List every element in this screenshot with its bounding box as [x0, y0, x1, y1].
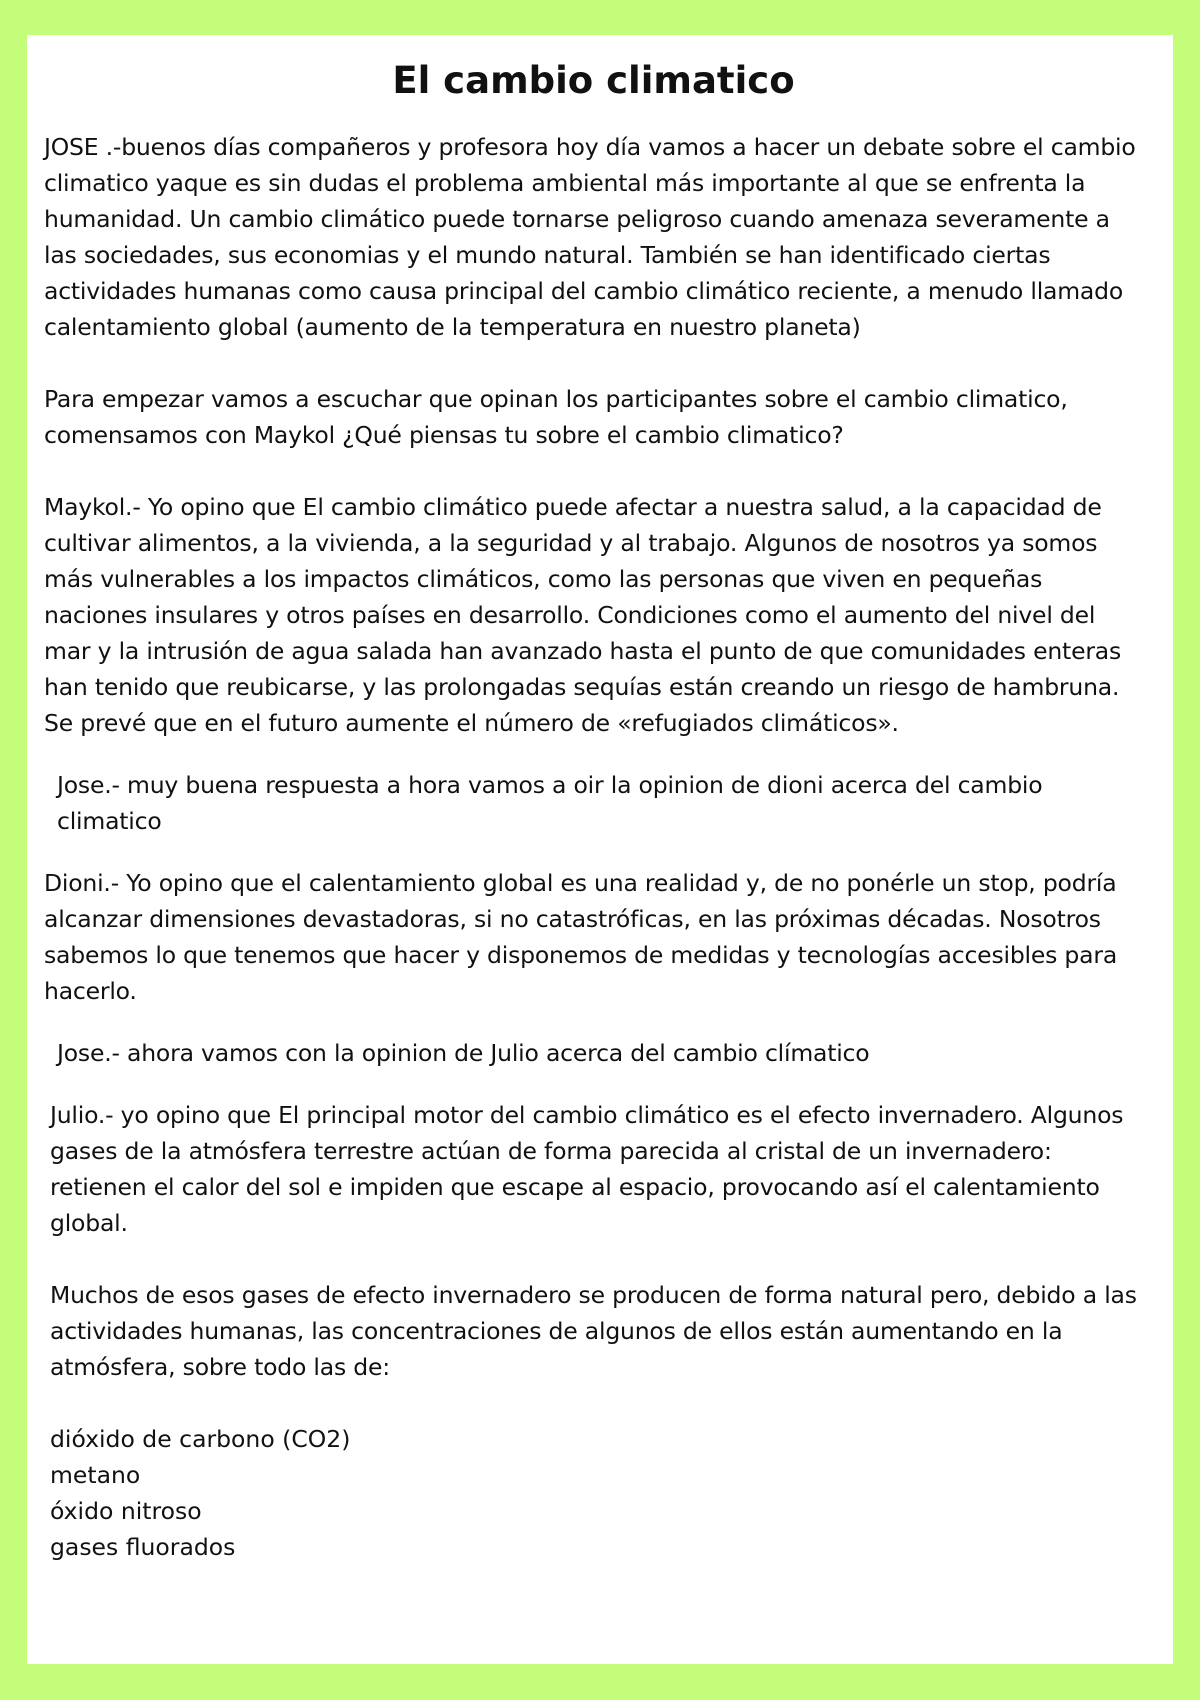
paragraph-jose-start: Para empezar vamos a escuchar que opinan los participantes sobre el cambio climatico, comensamos con Maykol ¿Qué piensas tu sobre el cambio climatico? [44, 385, 1068, 450]
paragraph-julio-gases: Muchos de esos gases de efecto invernadero se producen de forma natural pero, debido a las actividades humanas, las concentraciones de algunos de ellos están aumentando en la atmósfera, sobre todo las de: [50, 1281, 1137, 1382]
paragraph-jose-dioni: Jose.- muy buena respuesta a hora vamos a oir la opinion de dioni acerca del cambio climatico [57, 771, 1043, 836]
list-item: gases fluorados [50, 1533, 236, 1562]
document-title: El cambio climatico [392, 59, 795, 102]
gases-list [44, 1421, 1143, 1565]
paragraph-jose-julio: Jose.- ahora vamos con la opinion de Julio acerca del cambio clímatico [57, 1039, 870, 1068]
paragraph-dioni: Dioni.- Yo opino que el calentamiento global es una realidad y, de no ponérle un stop, podría alcanzar dimensiones devastadoras, si no catastróficas, en las próximas décadas. Nosotros sabemos lo que tenemos que hacer y disponemos de medidas y tecnologías accesibles para hacerlo. [44, 869, 1118, 1006]
list-item: dióxido de carbono (CO2) [50, 1425, 351, 1454]
paragraph-julio: Julio.- yo opino que El principal motor del cambio climático es el efecto invernadero. Algunos gases de la atmósfera terrestre actúan de forma parecida al cristal de un invernadero: retienen el calor del sol e impiden que escape al espacio, provocando así el calentamiento global. [50, 1101, 1124, 1238]
paragraph-maykol: Maykol.- Yo opino que El cambio climático puede afectar a nuestra salud, a la capacidad de cultivar alimentos, a la vivienda, a la seguridad y al trabajo. Algunos de nosotros ya somos más vulnerables a los impactos climáticos, como las personas que viven en pequeñas naciones insulares y otros países en desarrollo. Condiciones como el aumento del nivel del mar y la intrusión de agua salada han avanzado hasta el punto de que comunidades enteras han tenido que reubicarse, y las prolongadas sequías están creando un riesgo de hambruna. Se prevé que en el futuro aumente el número de «refugiados climáticos». [44, 493, 1122, 738]
document-page [27, 35, 1173, 1664]
paragraph-jose-intro: JOSE .-buenos días compañeros y profesora hoy día vamos a hacer un debate sobre el cambio climatico yaque es sin dudas el problema ambiental más importante al que se enfrenta la humanidad. Un cambio climático puede tornarse peligroso cuando amenaza severamente a las sociedades, sus economias y el mundo natural. También se han identificado ciertas actividades humanas como causa principal del cambio climático reciente, a menudo llamado calentamiento global (aumento de la temperatura en nuestro planeta) [44, 133, 1136, 342]
list-item: metano [50, 1461, 141, 1490]
list-item: óxido nitroso [50, 1497, 202, 1526]
